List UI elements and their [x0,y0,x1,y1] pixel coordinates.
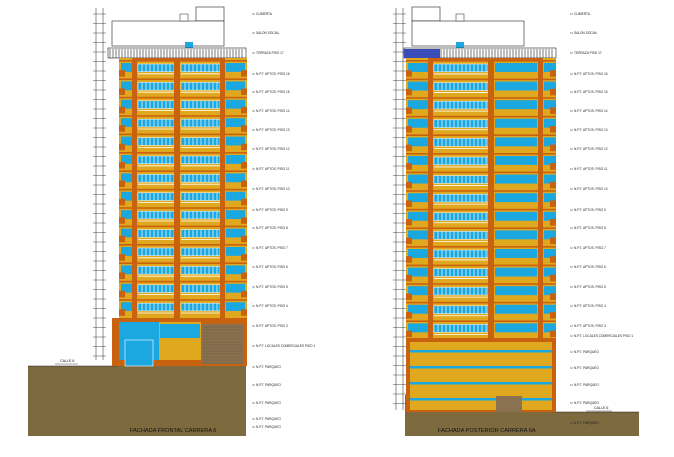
rear-level-label: N.P.T. PARQUEO [574,383,599,387]
front-floor-slab [119,134,247,136]
front-level-label: N.P.T. APTOS. PISO 6 [256,265,288,269]
front-window [138,82,174,90]
front-side-accent [241,199,247,205]
rear-side-accent [550,163,556,170]
front-level-label: N.P.T. PARQUEO [256,425,281,429]
rear-glass-band [495,286,537,295]
front-floor-slab [119,281,247,283]
rear-column [428,58,433,338]
rear-column [488,58,494,338]
front-level-label: N.P.T. APTOS. PISO 4 [256,304,288,308]
front-window [138,303,174,311]
front-column [132,58,137,318]
rear-column [538,58,543,338]
front-window [181,174,220,182]
front-window [138,174,174,182]
rear-glass-band [495,268,537,277]
front-floor-slab [119,226,247,228]
front-window [181,266,220,274]
front-window [181,138,220,146]
rear-level-label: N.P.T. APTOS. PISO 6 [574,265,606,269]
front-level-label: N.P.T. APTOS. PISO 5 [256,285,288,289]
rear-glass-band [495,63,537,72]
rear-side-accent [550,126,556,133]
front-terrace-railing [108,48,246,58]
rear-social-hall [412,21,524,46]
front-window [181,303,220,311]
rear-side-accent [406,182,412,189]
front-side-accent [119,89,125,95]
rear-level-label: N.P.T. LOCALES COMERCIALES PISO 1 [574,334,634,338]
rear-side-accent [406,89,412,96]
front-window [181,101,220,109]
front-level-label: N.P.T. LOCALES COMERCIALES PISO 1 [256,344,316,348]
front-side-accent [241,236,247,242]
front-side-accent [119,309,125,315]
front-side-accent [241,144,247,150]
rear-glass-band [495,212,537,221]
rear-glass-band [495,305,537,314]
front-rooftop-tower [196,7,224,21]
rear-side-accent [406,219,412,226]
front-level-label: N.P.T. PARQUEO [256,383,281,387]
rear-railing-blue-panel [404,49,440,58]
rear-side-accent [550,219,556,226]
front-window [138,211,174,219]
rear-facade-title: FACHADA POSTERIOR CARRERA 6A [438,428,536,434]
front-level-label: N.P.T. APTOS. PISO 16 [256,72,290,76]
rear-side-accent [406,200,412,207]
front-entrance-door [125,340,153,366]
front-side-accent [119,107,125,113]
front-floor-slab [119,97,247,99]
rear-beam-top [433,58,538,61]
front-side-accent [241,309,247,315]
rear-street-label: CALLE 6 [594,406,609,410]
front-side-accent [241,181,247,187]
rear-side-accent [406,70,412,77]
rear-glass-band [495,119,537,128]
front-window [181,248,220,256]
rear-side-accent [550,238,556,245]
rear-glass-band [495,137,537,146]
rear-side-accent [406,107,412,114]
front-window [181,119,220,127]
front-floor-slab [119,207,247,209]
front-window [138,230,174,238]
rear-level-label: N.P.T. APTOS. PISO 12 [574,147,608,151]
rear-level-label: TERRAZA PISO 17 [574,51,602,55]
front-floor-slab [119,262,247,264]
rear-side-accent [550,293,556,300]
front-level-label: N.P.T. APTOS. PISO 11 [256,167,290,171]
front-side-accent [119,273,125,279]
front-level-label: TERRAZA PISO 17 [256,51,284,55]
front-window [181,82,220,90]
front-window [181,193,220,201]
rear-roof-vent [456,14,464,21]
rear-side-accent [406,163,412,170]
rear-level-label: N.P.T. APTOS. PISO 9 [574,208,606,212]
front-side-accent [241,107,247,113]
rear-side-accent [550,200,556,207]
front-side-accent [241,273,247,279]
rear-glass-band [495,193,537,202]
front-facade-title: FACHADA FRONTAL CARRERA 6 [130,428,217,434]
rear-level-label: N.P.T. APTOS. PISO 14 [574,109,608,113]
rear-side-accent [550,89,556,96]
front-level-label: N.P.T. APTOS. PISO 7 [256,246,288,250]
front-window [138,285,174,293]
rear-glass-band [495,230,537,239]
front-window [138,193,174,201]
front-level-label: SALON SOCIAL [256,31,280,35]
front-side-accent [241,70,247,76]
front-ground [28,366,246,436]
rear-glass-band [495,156,537,165]
rear-side-accent [406,312,412,319]
front-side-accent [119,162,125,168]
rear-level-label: N.P.T. APTOS. PISO 16 [574,72,608,76]
front-side-accent [119,144,125,150]
front-floor-slab [119,189,247,191]
front-floor-slab [119,115,247,117]
rear-level-label: N.P.T. PARQUEO [574,421,599,425]
rear-level-label: N.P.T. APTOS. PISO 7 [574,246,606,250]
front-level-label: N.P.T. PARQUEO [256,417,281,421]
rear-side-accent [550,275,556,282]
rear-level-label: N.P.T. APTOS. PISO 13 [574,128,608,132]
front-window [138,64,174,72]
front-level-label: N.P.T. APTOS. PISO 3 [256,324,288,328]
front-window [181,64,220,72]
front-level-label: N.P.T. APTOS. PISO 12 [256,147,290,151]
front-side-accent [119,236,125,242]
front-side-accent [241,125,247,131]
rear-level-label: N.P.T. APTOS. PISO 11 [574,167,608,171]
front-beam-top [137,58,220,61]
front-level-label: N.P.T. PARQUEO [256,365,281,369]
rear-glass-band [495,323,537,332]
front-floor-slab [119,170,247,172]
front-side-accent [241,254,247,260]
front-column [220,58,225,318]
rear-rooftop-tower [412,7,440,21]
front-level-label: CUBIERTA [256,12,272,16]
front-side-accent [241,217,247,223]
front-level-label: N.P.T. APTOS. PISO 10 [256,187,290,191]
rear-level-label: N.P.T. PARQUEO [574,350,599,354]
front-window [181,285,220,293]
rear-level-label: N.P.T. APTOS. PISO 8 [574,226,606,230]
front-window [181,211,220,219]
rear-level-label: N.P.T. PARQUEO [574,366,599,370]
rear-podium-stripe [410,398,552,401]
rear-side-accent [550,312,556,319]
front-window [138,266,174,274]
front-column [174,58,180,318]
front-window [181,230,220,238]
front-side-accent [119,70,125,76]
rear-level-label: N.P.T. APTOS. PISO 5 [574,285,606,289]
front-window [138,138,174,146]
front-floor-slab [119,78,247,80]
front-level-label: N.P.T. APTOS. PISO 8 [256,226,288,230]
rear-side-accent [550,182,556,189]
front-side-accent [241,162,247,168]
front-window [138,156,174,164]
rear-side-accent [406,293,412,300]
rear-side-accent [406,126,412,133]
rear-level-label: CUBIERTA [574,12,590,16]
rear-side-accent [550,145,556,152]
rear-side-accent [406,256,412,263]
front-side-accent [241,291,247,297]
front-floor-slab [119,244,247,246]
rear-level-label: SALON SOCIAL [574,31,598,35]
rear-level-label: N.P.T. APTOS. PISO 10 [574,187,608,191]
front-level-label: N.P.T. APTOS. PISO 9 [256,208,288,212]
rear-side-accent [406,331,412,338]
front-roof-vent [180,14,188,21]
front-level-label: N.P.T. APTOS. PISO 14 [256,109,290,113]
rear-glass-band [495,82,537,91]
front-level-label: N.P.T. APTOS. PISO 15 [256,90,290,94]
rear-level-label: N.P.T. PARQUEO [574,401,599,405]
rear-glass-band [495,100,537,109]
rear-side-accent [550,331,556,338]
front-side-accent [119,217,125,223]
rear-glass-band [495,175,537,184]
front-window [138,101,174,109]
rear-podium-stripe [410,366,552,369]
front-window [181,156,220,164]
rear-level-label: N.P.T. APTOS. PISO 3 [574,324,606,328]
rear-side-accent [406,238,412,245]
front-floor-slab [119,152,247,154]
front-side-accent [119,181,125,187]
rear-side-accent [550,256,556,263]
rear-level-label: N.P.T. APTOS. PISO 15 [574,90,608,94]
rear-side-accent [406,275,412,282]
front-social-hall [112,21,224,46]
front-side-accent [119,291,125,297]
front-side-accent [241,89,247,95]
rear-podium-stripe [410,382,552,385]
front-level-label: N.P.T. APTOS. PISO 13 [256,128,290,132]
front-side-accent [119,125,125,131]
rear-glass-band [495,249,537,258]
front-side-accent [119,199,125,205]
rear-podium-stripe [410,350,552,353]
front-shop-window [160,324,200,338]
front-level-label: N.P.T. PARQUEO [256,401,281,405]
front-floor-slab [119,299,247,301]
front-window [138,248,174,256]
front-street-label: CALLE 6 [60,359,75,363]
front-side-accent [119,254,125,260]
rear-side-accent [550,107,556,114]
rear-level-label: N.P.T. APTOS. PISO 4 [574,304,606,308]
rear-service-door [496,396,522,412]
rear-side-accent [406,145,412,152]
rear-side-accent [550,70,556,77]
front-window [138,119,174,127]
